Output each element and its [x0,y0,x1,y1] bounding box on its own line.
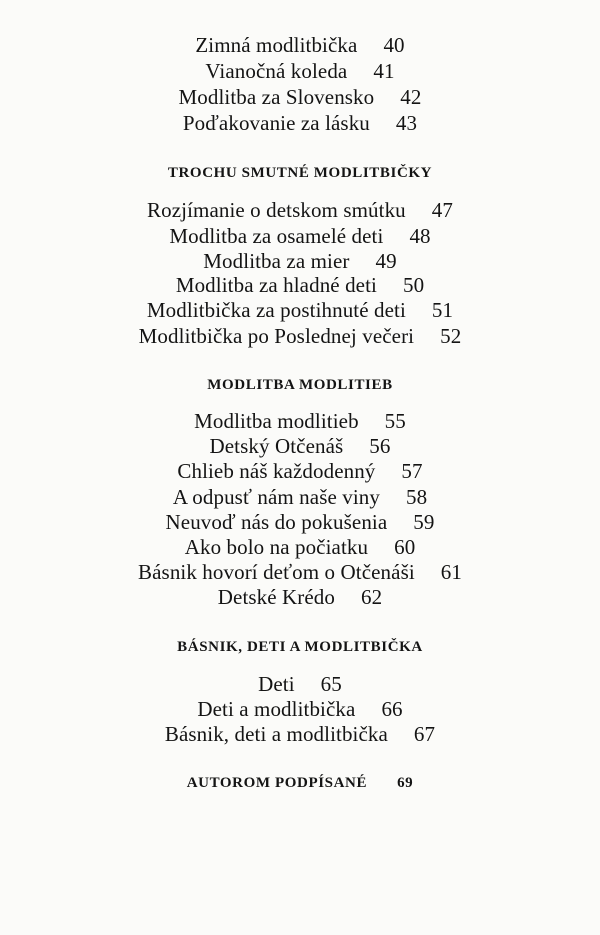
toc-entry [0,512,600,533]
toc-entry [0,562,600,583]
entry-title: Deti a modlitbička [197,697,356,721]
entry-page: 41 [373,59,395,83]
entry-page: 58 [405,485,428,509]
entry-page: 65 [320,672,342,696]
entry-page: 66 [381,697,403,721]
final-heading-page: 69 [397,775,414,791]
toc-entry [0,87,600,108]
entry-page: 43 [395,111,418,135]
toc-entry [0,724,600,745]
entry-page: 51 [431,298,454,322]
toc-entry [0,300,600,321]
entry-page: 60 [394,535,416,559]
entry-title: Básnik, deti a modlitbička [164,722,388,746]
entry-title: Básnik hovorí deťom o Otčenáši [138,560,415,584]
entry-page: 40 [383,33,405,57]
entry-title: Neuvoď nás do pokušenia [165,510,388,534]
toc-entry [0,587,600,608]
section-heading: BÁSNIK, DETI A MODLITBIČKA [177,639,423,655]
entry-page: 55 [384,409,406,433]
entry-title: Modlitbička po Poslednej večeri [138,324,415,348]
entry-title: Vianočná koleda [205,59,348,83]
entry-page: 61 [440,560,462,584]
section-heading: TROCHU SMUTNÉ MODLITBIČKY [167,165,433,181]
entry-page: 52 [440,324,462,348]
entry-title: Modlitba za osamelé deti [169,224,384,248]
toc-entry [0,699,600,720]
entry-title: Detský Otčenáš [209,434,344,458]
toc-entry [0,411,600,432]
final-heading [0,776,600,791]
entry-title: Modlitbička za postihnuté deti [146,298,406,322]
toc-entry [0,674,600,695]
toc-entry [0,326,600,347]
toc-entry [0,113,600,134]
entry-title: Rozjímanie o detskom smútku [147,198,406,222]
section-heading: MODLITBA MODLITIEB [207,377,393,393]
toc-entry [0,461,600,482]
entry-title: Chlieb náš každodenný [177,459,376,483]
entry-page: 62 [361,585,383,609]
entry-title: Modlitba za hladné deti [175,273,377,297]
entry-page: 47 [431,198,453,222]
final-heading-title: AUTOROM PODPÍSANÉ [186,775,368,791]
entry-title: Poďakovanie za lásku [182,111,370,135]
entry-title: Modlitba za mier [203,249,350,273]
toc-entry [0,226,600,247]
entry-title: Zimná modlitbička [195,33,358,57]
entry-title: A odpusť nám naše viny [172,485,380,509]
toc-entry [0,251,600,272]
entry-title: Deti [258,672,295,696]
entry-page: 67 [413,722,436,746]
toc-entry [0,487,600,508]
entry-page: 49 [375,249,397,273]
toc-entry [0,436,600,457]
entry-title: Modlitba modlitieb [194,409,359,433]
entry-title: Detské Krédo [217,585,336,609]
entry-page: 57 [401,459,423,483]
entry-page: 50 [402,273,425,297]
entry-page: 48 [409,224,431,248]
entry-title: Modlitba za Slovensko [178,85,375,109]
entry-page: 56 [369,434,391,458]
toc-entry [0,35,600,56]
toc-entry [0,275,600,296]
toc-entry [0,200,600,221]
entry-page: 59 [413,510,435,534]
toc-entry [0,61,600,82]
entry-title: Ako bolo na počiatku [184,535,369,559]
toc-entry [0,537,600,558]
entry-page: 42 [400,85,422,109]
